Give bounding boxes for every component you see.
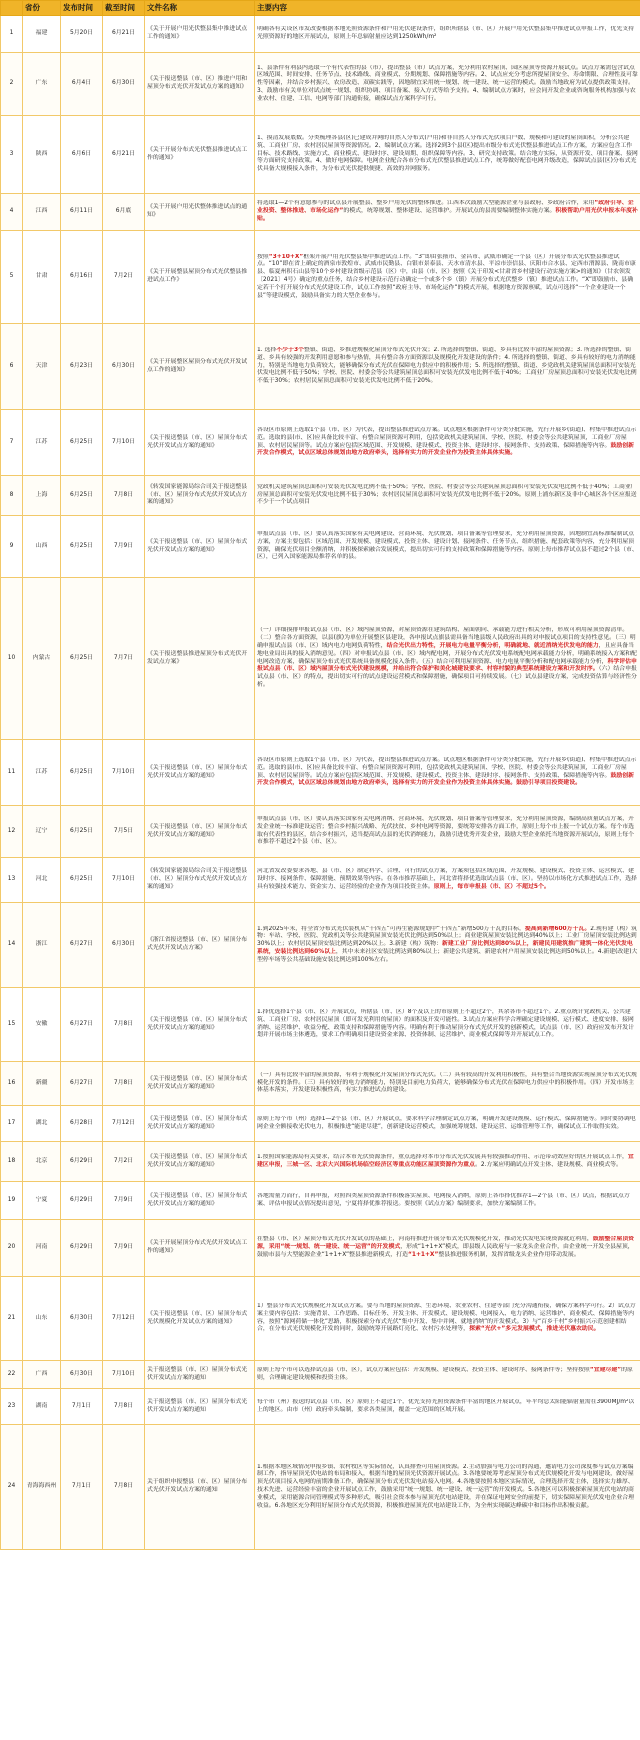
row-file-name: 《关于报送整县（市、区）屋顶分布式光伏开发试点方案的通知》 <box>145 516 255 578</box>
row-publish-date: 6月27日 <box>61 988 103 1062</box>
row-index: 10 <box>1 578 23 740</box>
table-row <box>1 740 640 806</box>
row-index: 21 <box>1 1277 23 1361</box>
row-province: 山西 <box>23 516 61 578</box>
row-file-name: 关于报送整县（市、区）屋顶分布式光伏开发试点方案的通知 <box>145 1361 255 1389</box>
row-file-name: 《转发国家能源局综合司关于报送整县（市、区）屋顶分布式光伏开发试点方案的通知》 <box>145 476 255 516</box>
content-text: 各设区市原则上选取1个县（市、区）为代表，提出整县推进试点方案。试点地区根据条件可分类分批实施，先行开展乡(街道)、村集中推进试点示范。选取的县(市、区)应具备比较丰富、有整合屋顶资源可利用，包括党政机关建筑屋顶、学校、医院、村委会等公共建筑屋顶，工商业厂房屋顶、农村居民屋顶等。试点方案应包括区域范围、开发规模、建设模式、投资主体、建设时序、接网条件、支持政策、保障措施等内容。 <box>257 756 637 779</box>
row-content <box>255 1142 640 1182</box>
row-index: 16 <box>1 1062 23 1106</box>
table-row <box>1 516 640 578</box>
table-body <box>1 16 640 1550</box>
table-header-row <box>1 1 640 16</box>
content-text: 的原则，合理确定建设规模和投资主体。 <box>257 1366 633 1381</box>
row-publish-date: 7月1日 <box>61 1389 103 1425</box>
row-deadline: 7月2日 <box>103 1142 145 1182</box>
content-text: 将选取1—2个有意愿参与的试点县开展整县、整乡户用光伏的整体推进。江西本次鼓励大型能源企业与县政府、乡政府合作，采用 <box>257 200 595 207</box>
row-province: 青海海西州 <box>23 1425 61 1550</box>
row-deadline: 7月10日 <box>103 410 145 476</box>
content-highlight: “1+1+X” <box>407 1251 439 1258</box>
table-row <box>1 1062 640 1106</box>
row-index: 19 <box>1 1182 23 1220</box>
content-text: 的模式，统筹规划、整体建设、运营维护。开展试点的县需要编制整体实施方案。 <box>343 208 556 215</box>
row-content <box>255 516 640 578</box>
row-deadline: 7月12日 <box>103 1106 145 1142</box>
row-province: 福建 <box>23 16 61 53</box>
row-province: 安徽 <box>23 988 61 1062</box>
row-content <box>255 476 640 516</box>
row-file-name: 《关于报送整县（市、区）屋顶分布式光伏开发试点方案的通知》 <box>145 1106 255 1142</box>
row-content <box>255 1062 640 1106</box>
content-highlight: 科学评估申报试点县（市、区）域内屋顶分布式光伏建设规模，并给出符合保护和美化城建设要求、村容村貌的典型系统建设方案和开发时序。 <box>257 658 637 673</box>
table-row <box>1 1106 640 1142</box>
row-province: 江苏 <box>23 410 61 476</box>
row-province: 内蒙古 <box>23 578 61 740</box>
row-index: 15 <box>1 988 23 1062</box>
row-index: 17 <box>1 1106 23 1142</box>
row-file-name: 《浙江省报送整县（市、区）屋顶分布式光伏开发试点方案》 <box>145 903 255 988</box>
content-text: 按照 <box>257 253 269 260</box>
row-publish-date: 6月30日 <box>61 1361 103 1389</box>
row-deadline: 7月7日 <box>103 578 145 740</box>
table-row <box>1 1389 640 1425</box>
content-text: 在整县（市、区）屋顶分布式光伏开发试点的基础上，河南将推进开展分布式光伏规模化开发，推动光伏发电实现资源就近利用， <box>257 1236 593 1243</box>
row-file-name: 《关于开展户用光伏整县集中推进试点工作的通知》 <box>145 16 255 53</box>
row-publish-date: 6月29日 <box>61 1182 103 1220</box>
content-highlight: 探索“光伏+”多元发展模式，推进光伏惠农助民。 <box>469 1326 600 1333</box>
header-province: 省份 <box>23 1 61 16</box>
row-file-name: 《关于开展屋顶分布式光伏开发试点工作的通知》 <box>145 1220 255 1277</box>
table-row <box>1 988 640 1062</box>
content-text: 1.择优选择1个县（市、区）开展试点，所辖县（市、区）8个及以上的市原则上不超过2个，其余各市不超过1个。2.重点统计党政机关、公共建筑、工商业厂房、农村居民屋顶（即可发光利用的屋顶）的面积及开发可能性。3.试点方案应科学合理确定建设规模、运行模式、进度安排、接网消纳、运营维护、收益分配、政策支持和保障措施等内容。明确有利于推动屋顶分布式光伏开发的创新模式，试点县（市、区）政府应发布开发计划并开展市场主体遴选，要求工作明确项目建设资金来源、投资体制、运营维护、商业模式保障等并开展试点工作。 <box>257 1008 634 1039</box>
content-text: 原则上每个市（州）选择1—2个县（市、区）开展试点，要求科学合理制定试点方案，明确开发建设规模、运行模式、保障措施等。同时要协调电网企业全额接收光伏电力，积极推进“能建尽建”，创新建设运营模式，加强统筹规划、建设运营、运维管理等工作，确保试点工作取得实效。 <box>257 1115 636 1130</box>
row-content <box>255 858 640 903</box>
table-row <box>1 1142 640 1182</box>
table-row <box>1 116 640 194</box>
row-file-name: 《关于开展整县屋顶分布式光伏整县推进试点工作》 <box>145 231 255 324</box>
content-text: ，形成“1+1+X”模式，即县级人民政府与一家龙头企业合作，由企业统一开发全县屋顶，鼓励市县与大型能源企业“1+1+X”整县推进新模式，打造 <box>257 1244 634 1258</box>
content-text: 整镇、街道、乡推进规模化屋顶分布式光伏开发；2. 所选择的整镇、街道、乡具有比较丰富的屋顶资源；3. 所选择的整镇、街道、乡具有较强的开发利用意愿和参与热情，具有整合各方面资源以及规模化开发建设的条件；4. 所选择的整镇、街道、乡具有较好的电力消纳能力，特别是当地电力负荷较大，能够确保分布式光伏在保障电力供应中的积极作用；5. 所选择的整镇、街道、乡党政机关建筑屋顶总面积可安装光伏发电比例不低于50%；学校、医院、村委会等公共建筑屋顶总面积可安装光伏发电比例不低于40%；工商业厂房屋顶总面积可安装光伏发电比例不低于30%；农村居民屋顶总面积可安装光伏发电比例不低于20%。 <box>257 347 637 385</box>
row-index: 2 <box>1 53 23 116</box>
row-index: 12 <box>1 806 23 858</box>
header-index <box>1 1 23 16</box>
content-text: 各地需量力而行，自再申报，对照四类屋顶资源条件积极落实屋顶、电网接入消纳，原则上各市择优推荐1—2个县（市、区）试点，根据试点方案、评估申报试点情况提出意见，宁夏将择优推荐报送。要按照《试点方案》编制要求，加快方案编制工作。 <box>257 1192 630 1207</box>
table-row <box>1 16 640 53</box>
content-text: 申报试点县（市、区）要认真落实国家有关电网建设、营商环境、光伏规划、项目备案等管理要求，充分利用屋顶资源，因地制宜高标准编制试点方案，方案主要包括：区域范围、开发规模、建设模式、投资主体、建设计划、接网条件、任务节点、组织措施、配套政策等内容，充分利用屋顶资源，确保光伏项目全额消纳，并积极探索融合发展模式，提出切实可行的支持政策和保障措施等内容。原则上每市推荐试点县不超过2个县（市、区），已列入国家能源局推荐名单的县。 <box>257 530 638 561</box>
row-province: 广西 <box>23 1361 61 1389</box>
row-file-name: 《关于开展分布式光伏整县推进试点工作的通知》 <box>145 116 255 194</box>
content-highlight: 提高到新增600万千瓦。 <box>524 925 591 932</box>
content-text: （一）详细摸排申报试点县（市、区）域内屋顶资源，对屋顶资源在建筑结构、屋面朝向、承载能力进行相关分析，形成可利用屋顶资源清单。（二）整合各方面资源，以县(旗)为单位开展整区县建设，各申报试点旗县需具备当地县级人民政府出具的对申报试点项目的支持性意见。（三）明确申报试点县（市、区）域内电力电网负荷特性， <box>257 627 636 649</box>
table-row <box>1 1277 640 1361</box>
content-text: 各设区市原则上选取1个县（市、区）为代表，提出整县推进试点方案。试点地区根据条件可分类分批实施，先行开展乡(街道)、村集中推进试点示范。选取的县(市、区)应具备比较丰富、有整合屋顶资源可利用，包括党政机关建筑屋顶、学校、医院、村委会等公共建筑屋顶，工商业厂房屋顶、农村居民屋顶等。试点方案应包括区域范围、开发规模、建设模式、投资主体、建设时序、接网条件、支持政策、保障措施等内容。 <box>257 426 637 449</box>
row-deadline: 7月9日 <box>103 1182 145 1220</box>
row-publish-date: 6月16日 <box>61 231 103 324</box>
table-row <box>1 903 640 988</box>
row-file-name: 《关于报送整县（市、区）屋顶分布式光伏开发试点方案的通知》 <box>145 1182 255 1220</box>
content-text: 明确各有关设区市发改委根据本地光照资源条件和户用光伏建设条件，组织所辖县（市、区）开展户用光伏整县集中推进试点申报工作，优先支持光照资源好的地区开展试点，原则上年总辐射量应达到1250kWh/m² <box>257 26 634 40</box>
row-deadline: 7月8日 <box>103 1062 145 1106</box>
content-text: 整县推进服务机制，发挥省级龙头企业作用带动发展。 <box>438 1251 580 1258</box>
table-row <box>1 476 640 516</box>
row-content <box>255 1220 640 1277</box>
row-content <box>255 1389 640 1425</box>
content-text: ，其中未来社区安装比例达到80%以上；新建公共建筑、新建农村户用屋顶安装比例达到50%以上。4.新建(改建)大型停车场等公共基础设施安装比例达到100%左右。 <box>257 948 638 963</box>
row-publish-date: 6月25日 <box>61 578 103 740</box>
row-content <box>255 231 640 324</box>
row-province: 湖南 <box>23 1389 61 1425</box>
table-row <box>1 1182 640 1220</box>
row-province: 河北 <box>23 858 61 903</box>
content-text: 每个市（州）报送的试点县（市、区）原则上不超过1个，优先支持光照资源条件丰富的地区开展试点，年平均总太阳能辐射量需在3900MJ/m²以上的地区。由市（州）政府牵头编制，要求各类屋顶，覆盖一定范围的区域开展。 <box>257 1398 635 1413</box>
row-file-name: 关于组织申报整县（市、区）屋顶分布式光伏开发试点方案的通知 <box>145 1425 255 1550</box>
content-text: 1.按照国家能源局有关要求，结合本市光伏资源条件，重点选择对本市分布式光伏发展具有较强推动作用、示范带动效应好的区开展试点工作， <box>257 1153 628 1160</box>
table-row <box>1 410 640 476</box>
row-publish-date: 6月25日 <box>61 516 103 578</box>
row-deadline: 7月12日 <box>103 1277 145 1361</box>
row-deadline: 6月30日 <box>103 324 145 410</box>
content-text: 1.到2025年末，将全省分布式光伏装机从“十四五”可再生能源规划中“十四五”新增500万千瓦的目标， <box>257 925 525 932</box>
table-row <box>1 858 640 903</box>
row-content <box>255 903 640 988</box>
row-file-name: 《关于报送整县（市、区）屋顶分布式光伏开发试点方案的通知》 <box>145 806 255 858</box>
content-highlight: 宜建区申报，三城一区、北京大兴国际机场临空经济区等重点功能区屋顶资源作为重点 <box>257 1153 634 1168</box>
row-deadline: 7月8日 <box>103 476 145 516</box>
content-highlight: 结合光伏出力特性，开展电力电量平衡分析，明确就地、就近消纳光伏发电的能力 <box>386 642 599 649</box>
row-province: 甘肃 <box>23 231 61 324</box>
row-content <box>255 806 640 858</box>
row-deadline: 6月底 <box>103 194 145 231</box>
header-deadline: 截至时间 <box>103 1 145 16</box>
row-deadline: 6月30日 <box>103 903 145 988</box>
row-deadline: 7月10日 <box>103 740 145 806</box>
row-index: 23 <box>1 1389 23 1425</box>
row-province: 宁夏 <box>23 1182 61 1220</box>
table-row <box>1 1361 640 1389</box>
row-content <box>255 324 640 410</box>
table-row <box>1 324 640 410</box>
row-province: 江苏 <box>23 740 61 806</box>
row-content <box>255 53 640 116</box>
table-row <box>1 806 640 858</box>
row-province: 陕西 <box>23 116 61 194</box>
row-province: 河南 <box>23 1220 61 1277</box>
row-index: 5 <box>1 231 23 324</box>
row-publish-date: 6月25日 <box>61 410 103 476</box>
row-publish-date: 6月29日 <box>61 1220 103 1277</box>
row-file-name: 《关于报送整县（市、区）推进户用和屋顶分布式光伏开发试点方案的通知》 <box>145 53 255 116</box>
row-deadline: 6月30日 <box>103 53 145 116</box>
row-publish-date: 6月4日 <box>61 53 103 116</box>
row-index: 20 <box>1 1220 23 1277</box>
content-highlight: 不少于3个 <box>276 347 304 354</box>
row-content <box>255 988 640 1062</box>
content-highlight: 鼓励创新开发合作模式，试点区域总体规划由地方政府牵头，选择有实力的开发企业作为投资主体具体实施。鼓励引导项目投资建设。 <box>257 772 634 787</box>
row-province: 广东 <box>23 53 61 116</box>
content-highlight: 鼓励整合屋顶资源，采用“统一规划、统一建设、统一运营”的开发模式 <box>257 1236 634 1251</box>
row-publish-date: 6月27日 <box>61 1062 103 1106</box>
row-publish-date: 6月25日 <box>61 806 103 858</box>
row-publish-date: 6月6日 <box>61 116 103 194</box>
content-text: 框架开展户用光伏整县集中推进试点工作。“3”即由张掖市、金昌市、武威市确定一个县（区）开展分布式光伏整县推进试点。“10”即在省上确定的酒泉市敦煌市、武威市民勤县、白银市景泰县、天水市清水县、平凉市崇信县、庆阳市合水县、定西市渭源县、陇南市康县、临夏州积石山县等10个乡村建设省级示范县（区）中，由县（市、区）按照《关于印发<甘肃省乡村建设行动实施方案>的通知》（甘农领发〔2021〕4号）确定的重点任务，结合乡村建设示范行动确定一个或多个乡（镇）开展分布式光伏整乡（镇）推进试点工作。“X”即鼓励市、县确定若干个打开展分布式光伏建设工作，试点工作按照“政府主导、市场化运作”的模式开展，根据地方资源禀赋，试点可选择“一个企业建设一个县”等建设模式，鼓励具备实力的大型企业参与。 <box>257 253 636 299</box>
row-content <box>255 116 640 194</box>
row-index: 8 <box>1 476 23 516</box>
content-text: 党政机关建筑屋顶总面积可安装光伏发电比例不低于50%；学校、医院、村委会等公共建筑屋顶总面积可安装光伏发电比例不低于40%；工商业厂房屋顶总面积可安装光伏发电比例不低于30%；农村居民屋顶总面积可安装光伏发电比例不低于20%。原则上浦东新区及非中心城区各个区应报送不少于一个试点项目 <box>257 483 637 506</box>
content-text: 1、摸清发展底数。分类梳理各县(区)已建成并网的自然人分布式(户用)和非自然人分布式光伏项目户数、规模和可建设的屋顶面积，分析公共建筑、工商业厂房、农村居民屋顶等资源情况。2、编制试点方案。选择2到3个县(区)提出市级分布式光伏整县推进试点工作方案，方案应包含工作目标、技术路线、实施方式、商业模式、建设时序、建设周期、组织保障等内容。3、研究支持政策。结合地方实际，从资源开发、项目备案、接网等方面研究支持政策。4、做好电网保障。电网企业配合各市分布式光伏整县推进试点工作，统筹做好配套电网升级改造，保障试点县(区)分布式光伏具备大规模接入条件，为分布式光伏提供便捷、高效的并网服务。 <box>257 135 638 173</box>
row-index: 22 <box>1 1361 23 1389</box>
row-content <box>255 410 640 476</box>
content-highlight: 原则上，每市申报县（市、区）不超过5个。 <box>433 883 550 890</box>
row-content <box>255 1182 640 1220</box>
content-text: 2.现有建（构）筑物：车站、学校、医院、党政机关等公共建筑屋顶安装光伏比例达到50%以上；商业建筑屋顶安装比例达到40%以上；工业厂房屋顶安装比例达到30%以上；农村居民屋顶安装比例达到20%以上。3.新建（构）筑物： <box>257 925 638 948</box>
row-deadline: 7月8日 <box>103 1389 145 1425</box>
row-file-name: 《关于报送整县（市、区）屋顶分布式光伏规模化开发试点方案的通知》 <box>145 1277 255 1361</box>
row-file-name: 关于报送整县（市、区）屋顶分布式光伏开发试点方案的通知 <box>145 1389 255 1425</box>
row-deadline: 6月21日 <box>103 116 145 194</box>
table-row <box>1 578 640 740</box>
row-content <box>255 1277 640 1361</box>
row-publish-date: 6月27日 <box>61 903 103 988</box>
row-publish-date: 6月25日 <box>61 740 103 806</box>
row-publish-date: 6月23日 <box>61 324 103 410</box>
content-text: （六）结合申报试点县（市、区）的特点，提出切实可行的试点建设运营模式和保障措施，确保项目可持续发展。（七）试点县建设方案，完成投资估算与经济性分析。 <box>257 666 637 688</box>
row-file-name: 《关于报送整县（市、区）屋顶分布式光伏开发试点方案的通知》 <box>145 988 255 1062</box>
row-file-name: 《关于开展户用光伏整体推进试点的通知》 <box>145 194 255 231</box>
table-row <box>1 1425 640 1550</box>
row-file-name: 《关于报送整县（市、区）屋顶分布式光伏开发试点方案的通知》 <box>145 740 255 806</box>
row-index: 13 <box>1 858 23 903</box>
row-content <box>255 1361 640 1389</box>
row-publish-date: 6月28日 <box>61 1106 103 1142</box>
row-province: 湖北 <box>23 1106 61 1142</box>
row-publish-date: 6月30日 <box>61 1277 103 1361</box>
row-province: 上海 <box>23 476 61 516</box>
content-text: 原则上每个市可以选择试点县（市、区），试点方案应包括：开发规模、建设模式、投资主体、建设时序、接网条件等；坚持按照 <box>257 1366 590 1373</box>
row-content <box>255 16 640 53</box>
row-province: 浙江 <box>23 903 61 988</box>
row-deadline: 7月10日 <box>103 1361 145 1389</box>
row-content <box>255 740 640 806</box>
row-deadline: 7月2日 <box>103 231 145 324</box>
row-index: 7 <box>1 410 23 476</box>
content-highlight: 积极帮助户用光伏申报本年度补贴。 <box>257 208 638 222</box>
row-file-name: 《转发国家能源局综合司关于报送整县（市、区）屋顶分布式光伏开发试点方案的通知》 <box>145 858 255 903</box>
row-file-name: 《关于报送整县（市、区）屋顶分布式光伏开发试点方案的通知》 <box>145 1142 255 1182</box>
content-text: 1）整县分布式光伏规模化开发试点方案。要与当地的屋顶资源、生态环境、农业农村、住建等部门充分沟通衔接，确保方案科学可行。2）试点方案主要内容包括：实施背景、工作思路、目标任务、开发主体、开发模式、建设规模、电网接入、电力消纳、运营维护、商业模式、保障措施等内容，按照“源网荷储一体化”思路，积极探索分布式光伏“集中开发、集中并网、就地消纳”的开发模式。3）与“百乡千村”乡村振兴示范创建相结合，在分布式光伏规模化开发的同时，鼓励统筹开展路灯亮化、农村污水处理等， <box>257 1302 636 1333</box>
row-content <box>255 578 640 740</box>
content-text: 1、县条件有利县内选取一个有代表性的县（市），提出整县（市）试点方案，充分利用农村屋顶、园区屋顶等资源开展试点。试点方案需包含试点区域范围、时间安排、任务节点、技术路线、商业模式、分期规划、保障措施等内容。2、试点应充分考虑所提屋顶安全、寿命期限、合理性及可靠性等因素，并结合乡村振兴、农房改造、双碳实践等，因地制宜采用统一规划、统一建设、统一运营的模式。鼓励当地政府为试点提供政策支持。3、鼓励市有关单位对试点统一规划、组织协调、项目备案、接入方式等给予支持。4、编制试点方案时，应会同开发企业或咨询服务机构加强与农业农村、住建、工信、电网等部门沟通衔接，确保试点方案科学可行。 <box>257 64 638 102</box>
row-deadline: 7月10日 <box>103 858 145 903</box>
table-row <box>1 53 640 116</box>
header-file-name: 文件名称 <box>145 1 255 16</box>
row-deadline: 7月9日 <box>103 1220 145 1277</box>
row-province: 天津 <box>23 324 61 410</box>
content-text: 1. 选择 <box>257 347 277 354</box>
row-deadline: 7月8日 <box>103 988 145 1062</box>
row-publish-date: 6月29日 <box>61 1142 103 1182</box>
table-row <box>1 194 640 231</box>
content-highlight: “3+10+X” <box>268 253 304 260</box>
content-highlight: “宜建尽建” <box>589 1366 622 1373</box>
content-highlight: “政府引导、企业投资、整体推进、市场化运作” <box>257 200 634 215</box>
row-file-name: 《关于报送整县（市、区）屋顶分布式光伏开发试点方案的通知》 <box>145 410 255 476</box>
row-deadline: 7月8日 <box>103 1425 145 1550</box>
content-text: 申报试点县（市、区）要认真落实国家有关电网消纳、营商环境、光伏规划、项目备案等管理要求，充分利用屋顶资源，编制高质量试点方案，开发企业统一标准建设运营；整合乡村振兴战略、光伏扶贫、乡村电网等资源，要统筹安排各方面工作，原则上每个市上报一个试点方案。每个市选取有代表性的县区，结合乡村振兴，适当提高试点县的光伏消纳能力，鼓励引进优秀开发企业，鼓励大型企业依托当地资源开展试点，原则上每个市推荐不超过2个县（市、区）。 <box>257 815 634 846</box>
content-highlight: 鼓励创新开发合作模式，试点区域总体规划由地方政府牵头，选择有实力的开发企业作为投资主体具体实施。 <box>257 442 634 457</box>
row-province: 辽宁 <box>23 806 61 858</box>
row-publish-date: 7月1日 <box>61 1425 103 1550</box>
row-publish-date: 5月20日 <box>61 16 103 53</box>
content-text: 。2.方案应明确试点开发主体、建设规模、商业模式等。 <box>474 1161 622 1168</box>
table-row <box>1 231 640 324</box>
row-content <box>255 1106 640 1142</box>
row-index: 4 <box>1 194 23 231</box>
row-province: 北京 <box>23 1142 61 1182</box>
content-text: 河北省发改委要求各地、县（市、区）制定科学、合理、可行的试点方案，方案须包括区域范围、开发规模、建设模式、投资主体、运营模式、建设时序、接网条件、保障措施、预期效果等内容。在各市推荐基础上，河北省将择优选取试点县（市、区）。坚持以市场化方式推进试点工作，选择具有较强技术能力、资金实力、运营经验的企业作为项目投资主体。 <box>257 868 637 890</box>
content-text: 1.根据本地区域情况申报乡镇、农村牧区等实际情况，认真排查可用屋顶资源。2.主动加强与电力公司的沟通，邀请电力公司深度参与试点方案编制工作，指导屋顶光伏电站的布局和接入，根据当地的屋顶光伏资源开展试点。3.各地要统筹考虑屋顶分布式光伏规模化开发与电网建设，做好屋顶光伏项目接入电网的前期准备工作，确保屋顶分布式光伏发电站接入电网。4.各地要按照本地区实际情况，合理选择开发主体，选择实力雄厚、技术先进、运营经验丰富的企业开展试点工作，鼓励采用“统一规划、统一建设、统一运营”的开发模式。5.各地区可以积极探索屋顶光伏电站的商业模式，采用能源合同管理模式等多种形式，吸引社会资本参与屋顶光伏电站建设，并在保证电网安全的前提下，切实保障屋顶光伏发电企业合理收益。6.各地区充分利用好屋顶分布式光伏资源，积极推进屋顶光伏电站建设工作，为全州实现碳达峰碳中和目标作出积极贡献。 <box>257 1463 634 1509</box>
row-content <box>255 1425 640 1550</box>
row-index: 18 <box>1 1142 23 1182</box>
row-file-name: 《关于开展整区屋顶分布式光伏开发试点工作的通知》 <box>145 324 255 410</box>
row-province: 新疆 <box>23 1062 61 1106</box>
row-index: 24 <box>1 1425 23 1550</box>
row-content <box>255 194 640 231</box>
row-province: 江西 <box>23 194 61 231</box>
table-row <box>1 1220 640 1277</box>
row-index: 1 <box>1 16 23 53</box>
row-publish-date: 6月11日 <box>61 194 103 231</box>
row-index: 6 <box>1 324 23 410</box>
row-file-name: 《关于报送整县推进屋顶分布式光伏开发试点方案》 <box>145 578 255 740</box>
row-province: 山东 <box>23 1277 61 1361</box>
row-index: 11 <box>1 740 23 806</box>
header-content: 主要内容 <box>255 1 640 16</box>
row-file-name: 《关于报送整县（市、区）屋顶分布式光伏开发试点方案的通知》 <box>145 1062 255 1106</box>
row-publish-date: 6月25日 <box>61 858 103 903</box>
row-deadline: 7月5日 <box>103 806 145 858</box>
content-highlight: 新建工业厂房比例达到80%以上，新建民用建筑推广建筑一体化光伏发电系统，安装比例达到60%以上 <box>257 941 633 955</box>
row-publish-date: 6月25日 <box>61 476 103 516</box>
header-publish-date: 发布时间 <box>61 1 103 16</box>
content-text: （一）具有比较丰富的屋顶资源，有利于规模化开发屋顶分布式光伏。（二）具有较高的开发利用积极性，具有整合当地资源实现屋顶分布式光伏规模化开发的条件。（三）具有较好的电力消纳能力，特别是目前电力负荷大，能够确保分布式光伏在保障电力供应中的积极作用。（四）开发市场主体基本落实，开发建设积极性高，有实力推进试点的建设。 <box>257 1071 637 1094</box>
row-deadline: 6月21日 <box>103 16 145 53</box>
row-deadline: 7月9日 <box>103 516 145 578</box>
content-text: ，且应具备当地电业局出具的接入消纳意见。（四）对申报试点县（市、区）域内配电网，开展分布式光伏发电系统配电网承载能力分析，明确系统接入方案和配电网改造方案，确保屋顶分布式光伏系统具备规模化接入条件。（五）结合可利用屋顶资源、电力电量平衡分析和配电网承载能力分析， <box>257 642 637 665</box>
row-index: 9 <box>1 516 23 578</box>
row-index: 14 <box>1 903 23 988</box>
row-index: 3 <box>1 116 23 194</box>
